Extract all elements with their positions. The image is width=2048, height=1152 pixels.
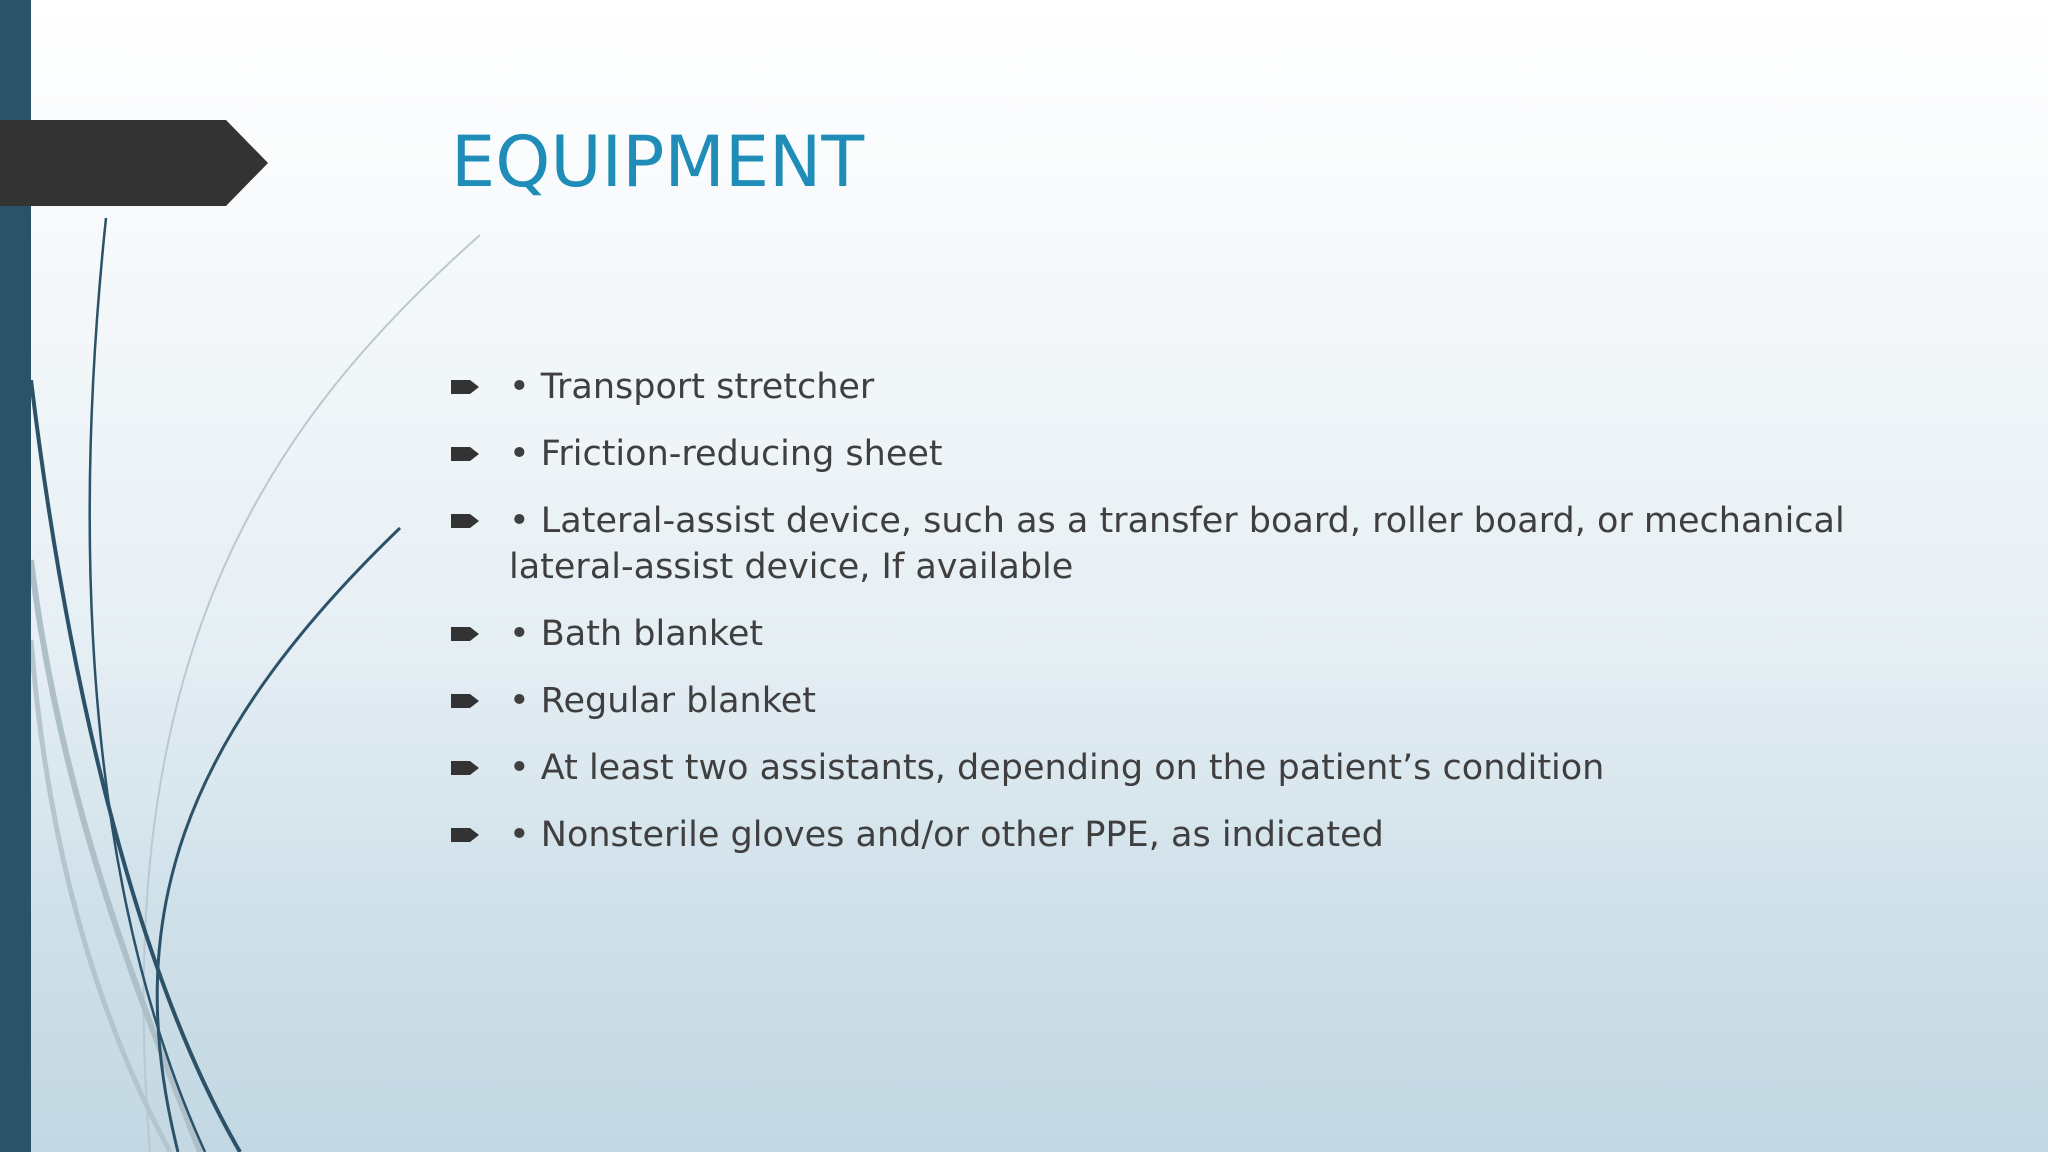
- list-item-text: • At least two assistants, depending on the patient’s condition: [509, 748, 1605, 788]
- decor-curve-light-2: [31, 560, 200, 1152]
- arrow-bullet-icon: [451, 812, 509, 858]
- list-item: [451, 364, 1911, 410]
- list-item: [451, 498, 1911, 590]
- list-item-text: • Lateral-assist device, such as a transfer board, roller board, or mechanical lateral-assist device, If available: [509, 501, 1845, 587]
- arrow-bullet-icon: [451, 431, 509, 477]
- list-item: [451, 611, 1911, 657]
- list-item-text: • Regular blanket: [509, 681, 816, 721]
- arrow-bullet-icon: [451, 498, 509, 544]
- arrow-bullet-icon: [451, 745, 509, 791]
- arrow-bullet-icon: [451, 611, 509, 657]
- list-item-text: • Transport stretcher: [509, 367, 875, 407]
- equipment-list: [451, 364, 1911, 879]
- arrow-bullet-icon: [451, 364, 509, 410]
- list-item: [451, 812, 1911, 858]
- decor-curve-light-1: [144, 235, 480, 1152]
- list-item-text: • Nonsterile gloves and/or other PPE, as indicated: [509, 815, 1384, 855]
- list-item-text: • Friction-reducing sheet: [509, 434, 943, 474]
- list-item-text: • Bath blanket: [509, 614, 764, 654]
- list-item: [451, 678, 1911, 724]
- list-item: [451, 431, 1911, 477]
- decor-curve-light-3: [31, 640, 170, 1152]
- decor-curve-dark-3: [31, 380, 240, 1152]
- title-arrow-shape: [0, 120, 270, 206]
- list-item: [451, 745, 1911, 791]
- slide-title: EQUIPMENT: [451, 121, 865, 203]
- arrow-bullet-icon: [451, 678, 509, 724]
